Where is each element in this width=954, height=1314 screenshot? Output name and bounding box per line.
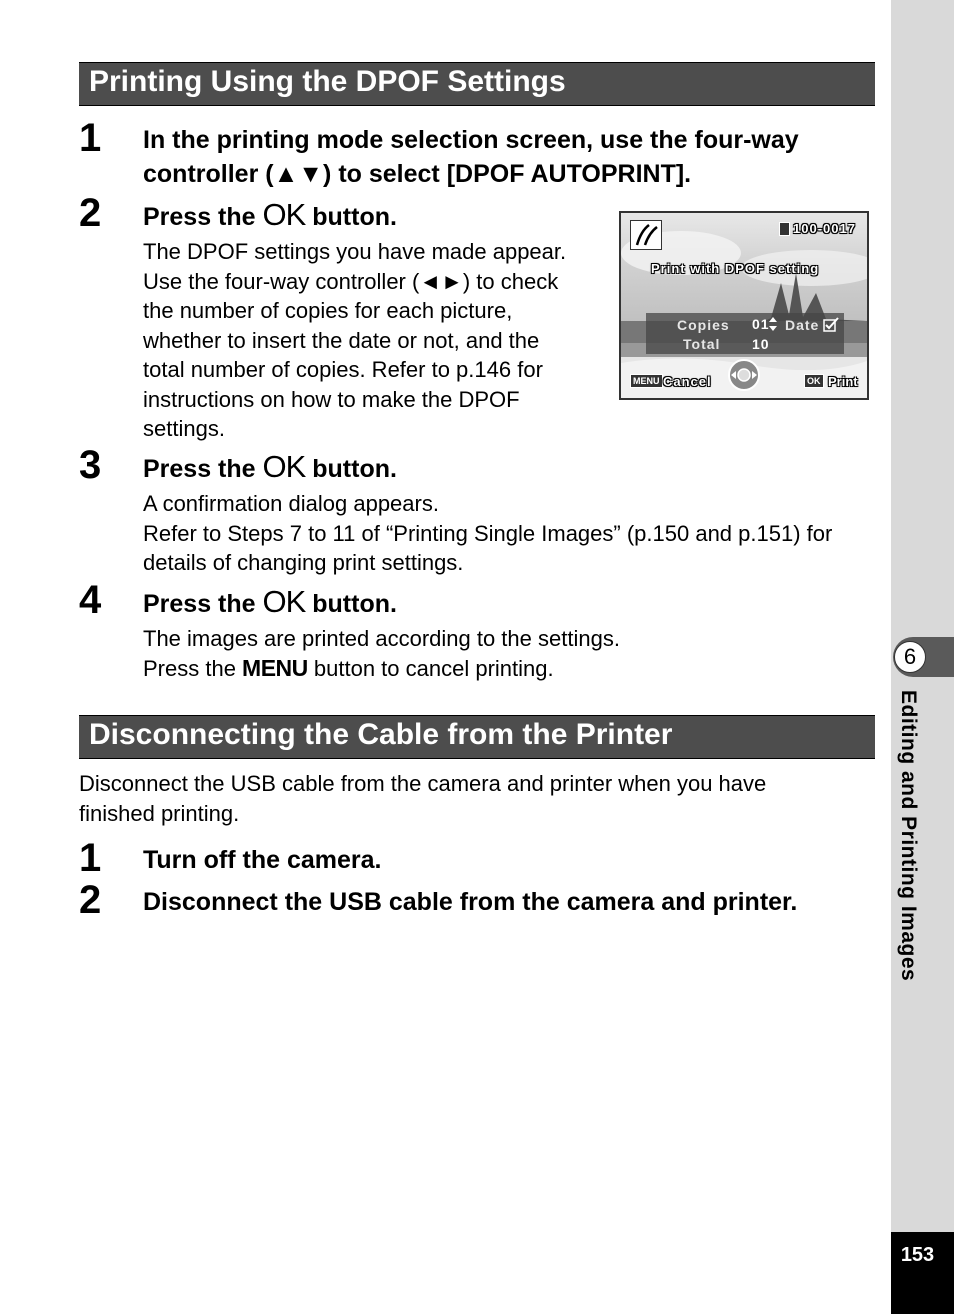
step-title <box>143 450 397 486</box>
step-number: 2 <box>79 878 102 922</box>
step-title-text: button. <box>305 455 397 483</box>
step-title-text: Press the <box>143 590 263 618</box>
ok-button-glyph: OK <box>262 197 306 232</box>
description-line: whether to insert the date or not, and the <box>143 327 540 353</box>
step-number: 1 <box>79 116 102 160</box>
file-number: 100-0017 <box>793 221 856 236</box>
section-intro <box>79 769 766 828</box>
step-title <box>143 585 397 621</box>
intro-line: finished printing. <box>79 800 240 826</box>
description-text: Press the <box>143 655 243 681</box>
ok-button-glyph: OK <box>262 584 306 619</box>
copies-label: Copies <box>677 317 730 333</box>
ok-button-glyph: OK <box>262 449 306 484</box>
section-title: Disconnecting the Cable from the Printer <box>89 718 673 751</box>
description-line: Use the four-way controller (◄►) to check <box>143 268 559 294</box>
step-title <box>143 198 397 234</box>
date-label: Date <box>785 317 820 333</box>
step-title-text: button. <box>305 590 397 618</box>
description-line: A confirmation dialog appears. <box>143 491 439 516</box>
total-value: 10 <box>752 336 770 352</box>
description-line: The images are printed according to the settings. <box>143 626 620 651</box>
step-title: In the printing mode selection screen, use the four-way <box>143 126 799 154</box>
chapter-number: 6 <box>894 641 926 673</box>
step-description <box>143 489 832 578</box>
section-title: Printing Using the DPOF Settings <box>89 65 566 98</box>
section-heading-dpof <box>79 62 875 106</box>
description-line: details of changing print settings. <box>143 550 464 575</box>
step-description <box>143 237 566 444</box>
chapter-title: Editing and Printing Images <box>897 690 920 982</box>
menu-button-tag: MENU <box>630 374 663 388</box>
description-line: the number of copies for each picture, <box>143 298 513 323</box>
step-number: 4 <box>79 578 102 622</box>
step-number: 3 <box>79 443 102 487</box>
print-label: Print <box>828 374 858 389</box>
step-title-text: Press the <box>143 455 263 483</box>
copies-value: 01 <box>752 316 770 332</box>
description-line <box>143 654 620 684</box>
camera-lcd-screen <box>619 211 869 400</box>
description-line: settings. <box>143 416 225 441</box>
step-title: Disconnect the USB cable from the camera and printer. <box>143 888 798 916</box>
up-down-arrow-icon <box>769 317 777 331</box>
description-line: The DPOF settings you have made appear. <box>143 239 567 264</box>
step-title: Turn off the camera. <box>143 846 382 874</box>
ok-button-tag: OK <box>804 374 824 388</box>
total-label: Total <box>683 336 721 352</box>
screen-heading: Print with DPOF setting <box>651 261 820 276</box>
pictbridge-icon <box>630 220 662 250</box>
page-number: 153 <box>900 1244 935 1266</box>
step-number: 1 <box>79 836 102 880</box>
four-way-controller-icon <box>727 358 761 392</box>
description-text: button to cancel printing. <box>307 655 554 681</box>
step-number: 2 <box>79 191 102 235</box>
description-line: total number of copies. Refer to p.146 for <box>143 357 543 382</box>
step-title: controller (▲▼) to select [DPOF AUTOPRINT]. <box>143 160 692 188</box>
description-line: instructions on how to make the DPOF <box>143 386 520 412</box>
description-line: Refer to Steps 7 to 11 of “Printing Single Images” (p.150 and p.151) for <box>143 520 833 546</box>
cancel-label: Cancel <box>663 374 712 389</box>
section-heading-disconnect <box>79 715 875 759</box>
step-title-text: Press the <box>143 203 263 231</box>
step-title-text: button. <box>305 203 397 231</box>
intro-line: Disconnect the USB cable from the camera and printer when you have <box>79 771 767 796</box>
menu-button-glyph: MENU <box>242 654 308 681</box>
step-description <box>143 624 620 683</box>
checkbox-checked-icon <box>823 317 839 333</box>
memory-card-icon <box>779 222 790 236</box>
